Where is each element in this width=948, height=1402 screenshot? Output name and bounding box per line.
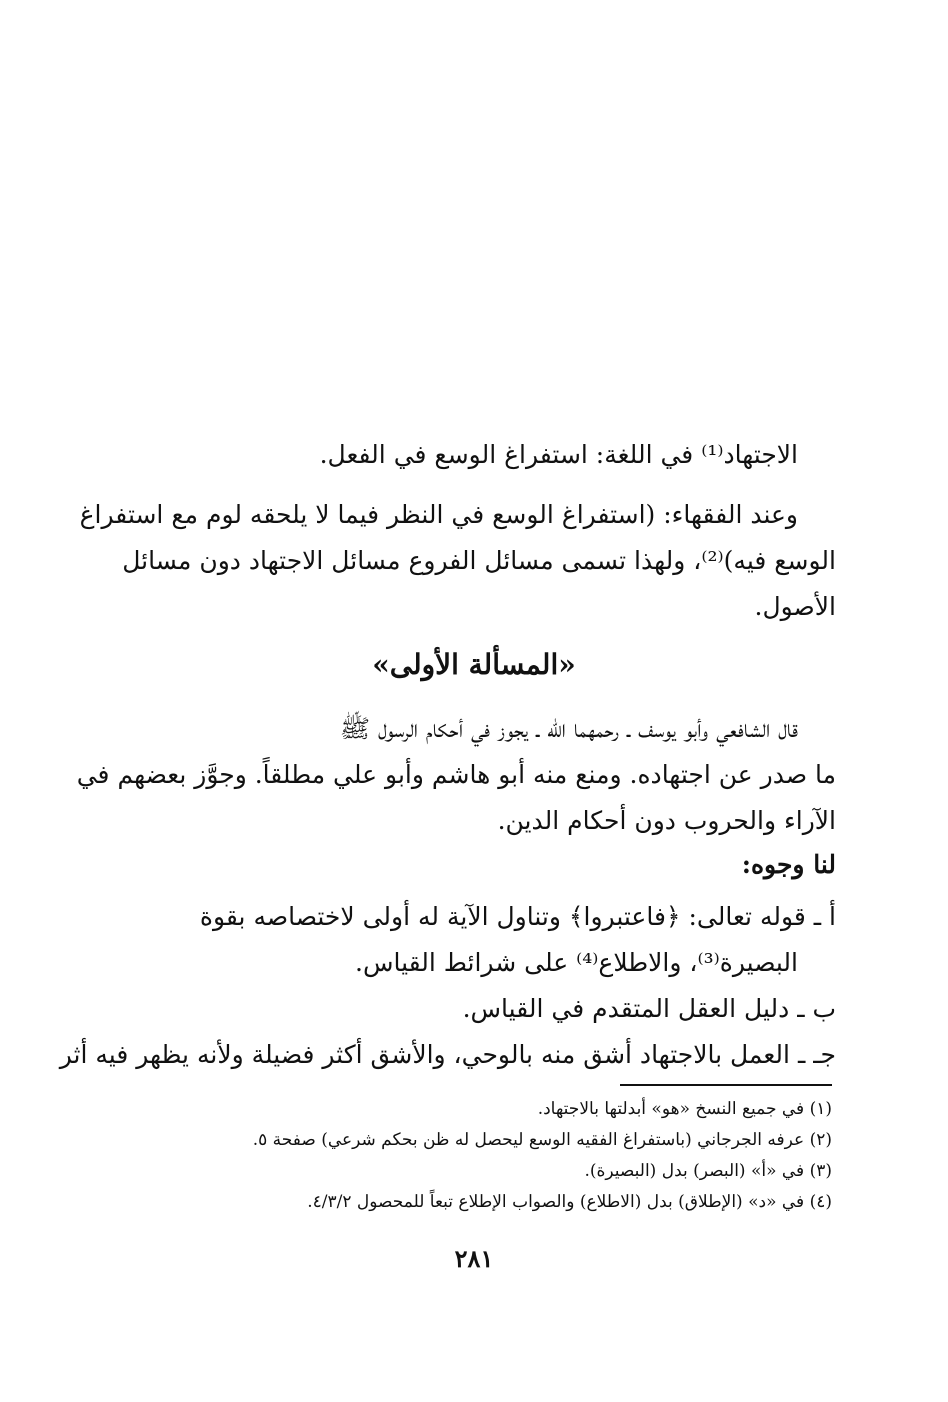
footnote-4: (٤) في «د» (الإطلاق) بدل (الاطلاع) والصواب الإطلاع تبعاً للمحصول ٤/٣/٢. [307,1192,832,1212]
section-body-line-2: ما صدر عن اجتهاده. ومنع منه أبو هاشم وأبو علي مطلقاً. وجوَّز بعضهم في [76,760,836,789]
footnote-2: (٢) عرفه الجرجاني (باستفراغ الفقيه الوسع ليحصل له ظن بحكم شرعي) صفحة ٥. [252,1130,832,1150]
page-number: ٢٨١ [454,1244,494,1273]
footnote-3: (٣) في «أ» (البصر) بدل (البصيرة). [584,1161,832,1181]
footnote-separator [620,1084,832,1086]
reason-a-line-1: أ ـ قوله تعالى: ﴿فاعتبروا﴾ وتناول الآية له أولى لاختصاصه بقوة [199,902,836,931]
definition-jurists-line-3: الأصول. [754,592,836,621]
reason-b: ب ـ دليل العقل المتقدم في القياس. [462,994,836,1023]
section-body-line-3: الآراء والحروب دون أحكام الدين. [497,806,836,835]
footnote-1: (١) في جميع النسخ «هو» أبدلتها بالاجتهاد. [537,1099,832,1119]
reasons-list [59,894,836,1078]
definition-language: الاجتهاد⁽¹⁾ في اللغة: استفراغ الوسع في الفعل. [319,440,798,469]
reasons-heading: لنا وجوه: [741,850,836,879]
section-body-line-1: قال الشافعي وأبو يوسف ـ رحمهما الله ـ يجوز في أحكام الرسول ﷺ [339,714,798,743]
definition-jurists-line-2: الوسع فيه)⁽²⁾، ولهذا تسمى مسائل الفروع مسائل الاجتهاد دون مسائل [122,546,836,575]
section-heading: «المسألة الأولى» [372,648,576,681]
footnotes [132,1094,832,1218]
intro-section [79,432,836,630]
reason-a-line-2: البصيرة⁽³⁾، والاطلاع⁽⁴⁾ على شرائط القياس. [355,948,798,977]
section-body [76,706,836,844]
definition-jurists-line-1: وعند الفقهاء: (استفراغ الوسع في النظر فيما لا يلحقه لوم مع استفراغ [79,500,798,529]
reason-c-line-1: جـ ـ العمل بالاجتهاد أشق منه بالوحي، والأشق أكثر فضيلة ولأنه يظهر فيه أثر [59,1040,836,1069]
